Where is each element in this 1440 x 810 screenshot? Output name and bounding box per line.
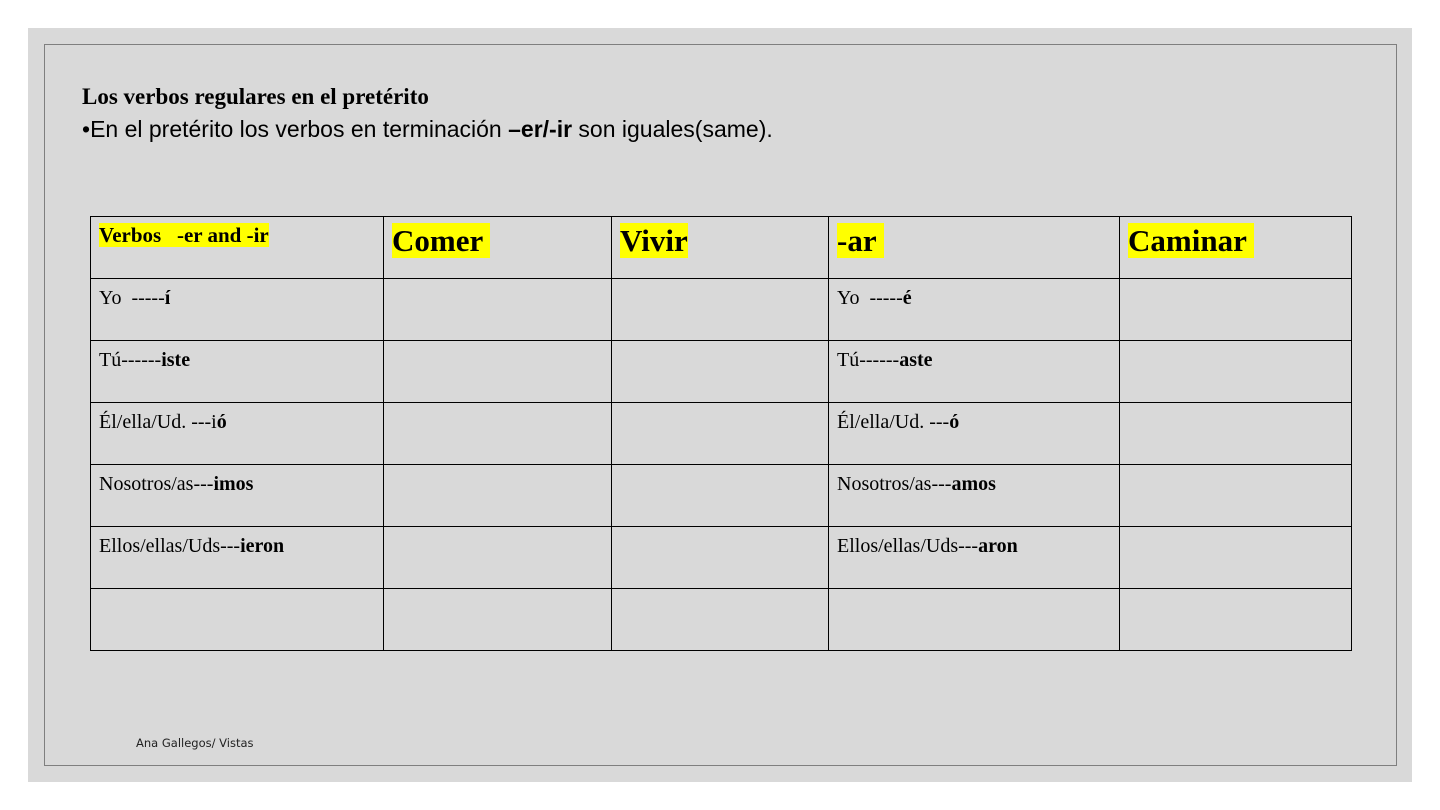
empty-cell [91, 589, 384, 651]
ar-ending: é [902, 287, 912, 309]
vivir-cell [612, 279, 829, 341]
slide [28, 28, 1412, 782]
caminar-cell [1120, 527, 1352, 589]
table-row [91, 465, 1352, 527]
table-row-empty [91, 589, 1352, 651]
bullet-text-before: En el pretérito los verbos en terminación [90, 116, 509, 142]
er-ending: imos [213, 473, 254, 495]
bullet-point [82, 116, 773, 143]
ar-ending-cell [829, 403, 1120, 465]
header-cell [1120, 217, 1352, 279]
ar-ending-cell [829, 341, 1120, 403]
er-ir-ending-cell [91, 403, 384, 465]
er-stem: Nosotros/as--- [99, 473, 214, 495]
header-cell [384, 217, 612, 279]
conjugation-table [90, 216, 1352, 651]
caminar-cell [1120, 279, 1352, 341]
ar-stem: Yo ----- [837, 287, 903, 309]
er-ending: ieron [240, 535, 285, 557]
caminar-cell [1120, 465, 1352, 527]
comer-cell [384, 465, 612, 527]
caminar-cell [1120, 341, 1352, 403]
empty-cell [612, 589, 829, 651]
header-verbos-er-ir: Verbos -er and -ir [99, 223, 269, 247]
er-ir-ending-cell [91, 465, 384, 527]
er-ir-ending-cell [91, 341, 384, 403]
bullet-marker: • [82, 116, 91, 142]
ar-stem: Él/ella/Ud. --- [837, 411, 950, 433]
ar-stem: Nosotros/as--- [837, 473, 952, 495]
empty-cell [384, 589, 612, 651]
vivir-cell [612, 341, 829, 403]
ar-stem: Tú------ [837, 349, 900, 371]
header-cell [612, 217, 829, 279]
ar-ending: ó [949, 411, 960, 433]
er-ending: iste [161, 349, 191, 371]
comer-cell [384, 527, 612, 589]
comer-cell [384, 341, 612, 403]
table-row [91, 341, 1352, 403]
table-row [91, 403, 1352, 465]
table-row [91, 527, 1352, 589]
er-stem: Ellos/ellas/Uds--- [99, 535, 241, 557]
ar-ending-cell [829, 465, 1120, 527]
table-row [91, 279, 1352, 341]
vivir-cell [612, 465, 829, 527]
slide-footer: Ana Gallegos/ Vistas [136, 736, 254, 750]
er-ir-ending-cell [91, 527, 384, 589]
comer-cell [384, 403, 612, 465]
er-ending: í [164, 287, 171, 309]
empty-cell [829, 589, 1120, 651]
er-stem: Yo ----- [99, 287, 165, 309]
ar-stem: Ellos/ellas/Uds--- [837, 535, 979, 557]
vivir-cell [612, 527, 829, 589]
table-header-row [91, 217, 1352, 279]
empty-cell [1120, 589, 1352, 651]
comer-cell [384, 279, 612, 341]
er-stem: Él/ella/Ud. ---i [99, 411, 217, 433]
header-comer: Comer [392, 223, 491, 258]
bullet-bold-endings: –er/-ir [508, 116, 573, 142]
vivir-cell [612, 403, 829, 465]
er-ir-ending-cell [91, 279, 384, 341]
ar-ending-cell [829, 527, 1120, 589]
header-cell [91, 217, 384, 279]
caminar-cell [1120, 403, 1352, 465]
bullet-text-after: son iguales(same). [572, 116, 773, 142]
ar-ending-cell [829, 279, 1120, 341]
er-stem: Tú------ [99, 349, 162, 371]
er-ending: ó [216, 411, 227, 433]
ar-ending: aste [899, 349, 933, 371]
ar-ending: aron [978, 535, 1018, 557]
header-vivir: Vivir [620, 223, 688, 258]
header-caminar: Caminar [1128, 223, 1255, 258]
header-cell [829, 217, 1120, 279]
header-ar: -ar [837, 223, 884, 258]
ar-ending: amos [951, 473, 996, 495]
slide-title: Los verbos regulares en el pretérito [82, 84, 429, 109]
